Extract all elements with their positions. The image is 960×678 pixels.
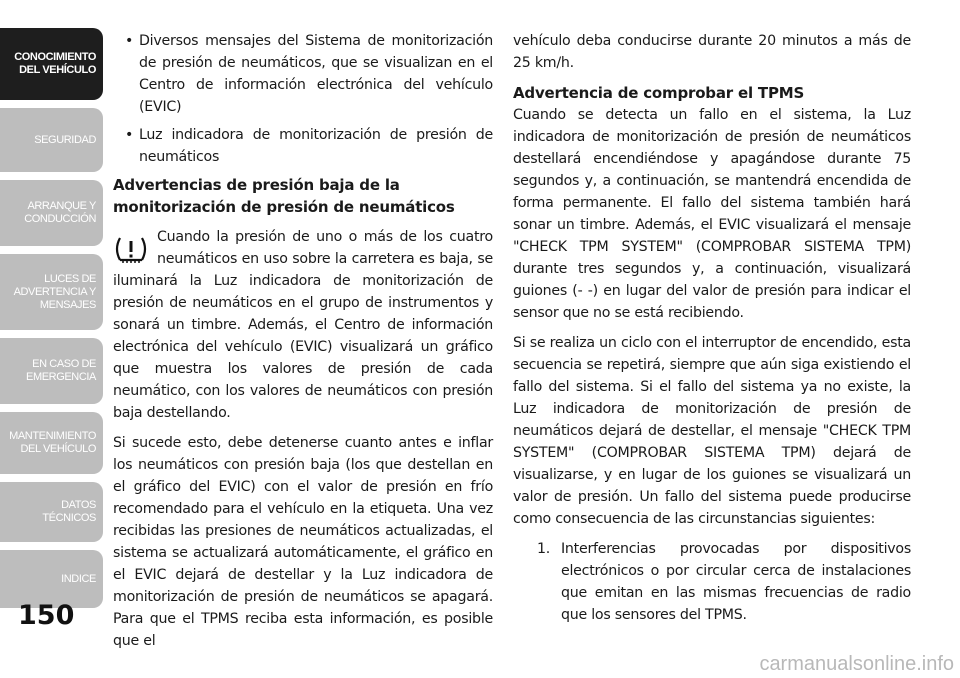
tab-datos-tecnicos[interactable]: DATOS TÉCNICOS xyxy=(0,482,103,542)
list-item-text: Interferencias provocadas por dispositivos electrónicos o por circular cerca de instalaciones que emitan en las mismas frecuencias de radio que los sensores del TPMS. xyxy=(561,541,911,623)
tab-en-caso-de-emergencia[interactable]: EN CASO DE EMERGENCIA xyxy=(0,338,103,404)
section-heading-low-pressure: Advertencias de presión baja de la monitorización de presión de neumáticos xyxy=(113,176,455,216)
list-item-number: 1. xyxy=(537,541,551,557)
bullet-evic-messages: • Diversos mensajes del Sistema de monitorización de presión de neumáticos, que se visualizan en el Centro de información electrónica del vehículo (EVIC) xyxy=(113,30,493,118)
tire-pressure-warning-icon xyxy=(113,234,149,264)
section-heading-check-tpms: Advertencia de comprobar el TPMS xyxy=(513,84,805,102)
paragraph-low-pressure: Cuando la presión de uno o más de los cuatro neumáticos en uso sobre la carretera es baja, se iluminará la Luz indicadora de monitorización de presión de neumáticos en el grupo de instrumentos y sonará un timbre. Además, el Centro de información electrónica del vehículo (EVIC) visualizará un gráfico que muestra los valores de presión de cada neumático, con los valores de neumáticos con presión baja destellando. xyxy=(113,229,493,421)
bullet-indicator-light: • Luz indicadora de monitorización de presión de neumáticos xyxy=(113,124,493,168)
paragraph-inflate-tires: Si sucede esto, debe detenerse cuanto antes e inflar los neumáticos con presión baja (los que destellan en el gráfico del EVIC) con el valor de presión en frío recomendado para el vehículo en la etiqueta. Una vez recibidas las presiones de neumáticos actualizadas, el sistema se actualizará automáticamente, el gráfico en el EVIC dejará de destellar y la Luz indicadora de monitorización de presión de neumáticos se apagará. Para que el TPMS reciba esta información, es posible que el xyxy=(113,435,493,649)
page-number: 150 xyxy=(18,600,75,631)
tab-seguridad[interactable]: SEGURIDAD xyxy=(0,108,103,172)
tab-conocimiento-del-vehiculo[interactable]: CONOCIMIENTO DEL VEHÍCULO xyxy=(0,28,103,100)
list-item-interference xyxy=(513,538,911,626)
chapter-tab-sidebar xyxy=(0,0,103,678)
paragraph-continuation: vehículo deba conducirse durante 20 minutos a más de 25 km/h. xyxy=(513,33,911,71)
left-column xyxy=(113,30,493,660)
paragraph-ignition-cycle: Si se realiza un ciclo con el interruptor de encendido, esta secuencia se repetirá, siempre que aún siga existiendo el fallo del sistema. Si el fallo del sistema ya no existe, la Luz indicadora de monitorización de presión de neumáticos dejará de destellar, el mensaje "CHECK TPM SYSTEM" (COMPROBAR SISTEMA TPM) dejará de visualizarse, y en lugar de los guiones se visualizará un valor de presión. Un fallo del sistema puede producirse como consecuencia de las circunstancias siguientes: xyxy=(513,335,911,527)
tab-mantenimiento[interactable]: MANTENIMIENTO DEL VEHÍCULO xyxy=(0,412,103,474)
watermark: carmanualsonline.info xyxy=(759,653,954,675)
tab-indice[interactable]: INDICE xyxy=(0,550,103,608)
tab-luces-de-advertencia[interactable]: LUCES DE ADVERTENCIA Y MENSAJES xyxy=(0,254,103,330)
right-column xyxy=(513,30,911,626)
paragraph-system-fault: Cuando se detecta un fallo en el sistema, la Luz indicadora de monitorización de presión de neumáticos destellará encendiéndose y apagándose durante 75 segundos y, a continuación, se mantendrá encendida de forma permanente. El fallo del sistema también hará sonar un timbre. Además, el EVIC visualizará el mensaje "CHECK TPM SYSTEM" (COMPROBAR SISTEMA TPM) durante tres segundos y, a continuación, visualizará guiones (- -) en lugar del valor de presión para indicar el sensor que no se está recibiendo. xyxy=(513,107,911,321)
tab-arranque-y-conduccion[interactable]: ARRANQUE Y CONDUCCIÓN xyxy=(0,180,103,246)
